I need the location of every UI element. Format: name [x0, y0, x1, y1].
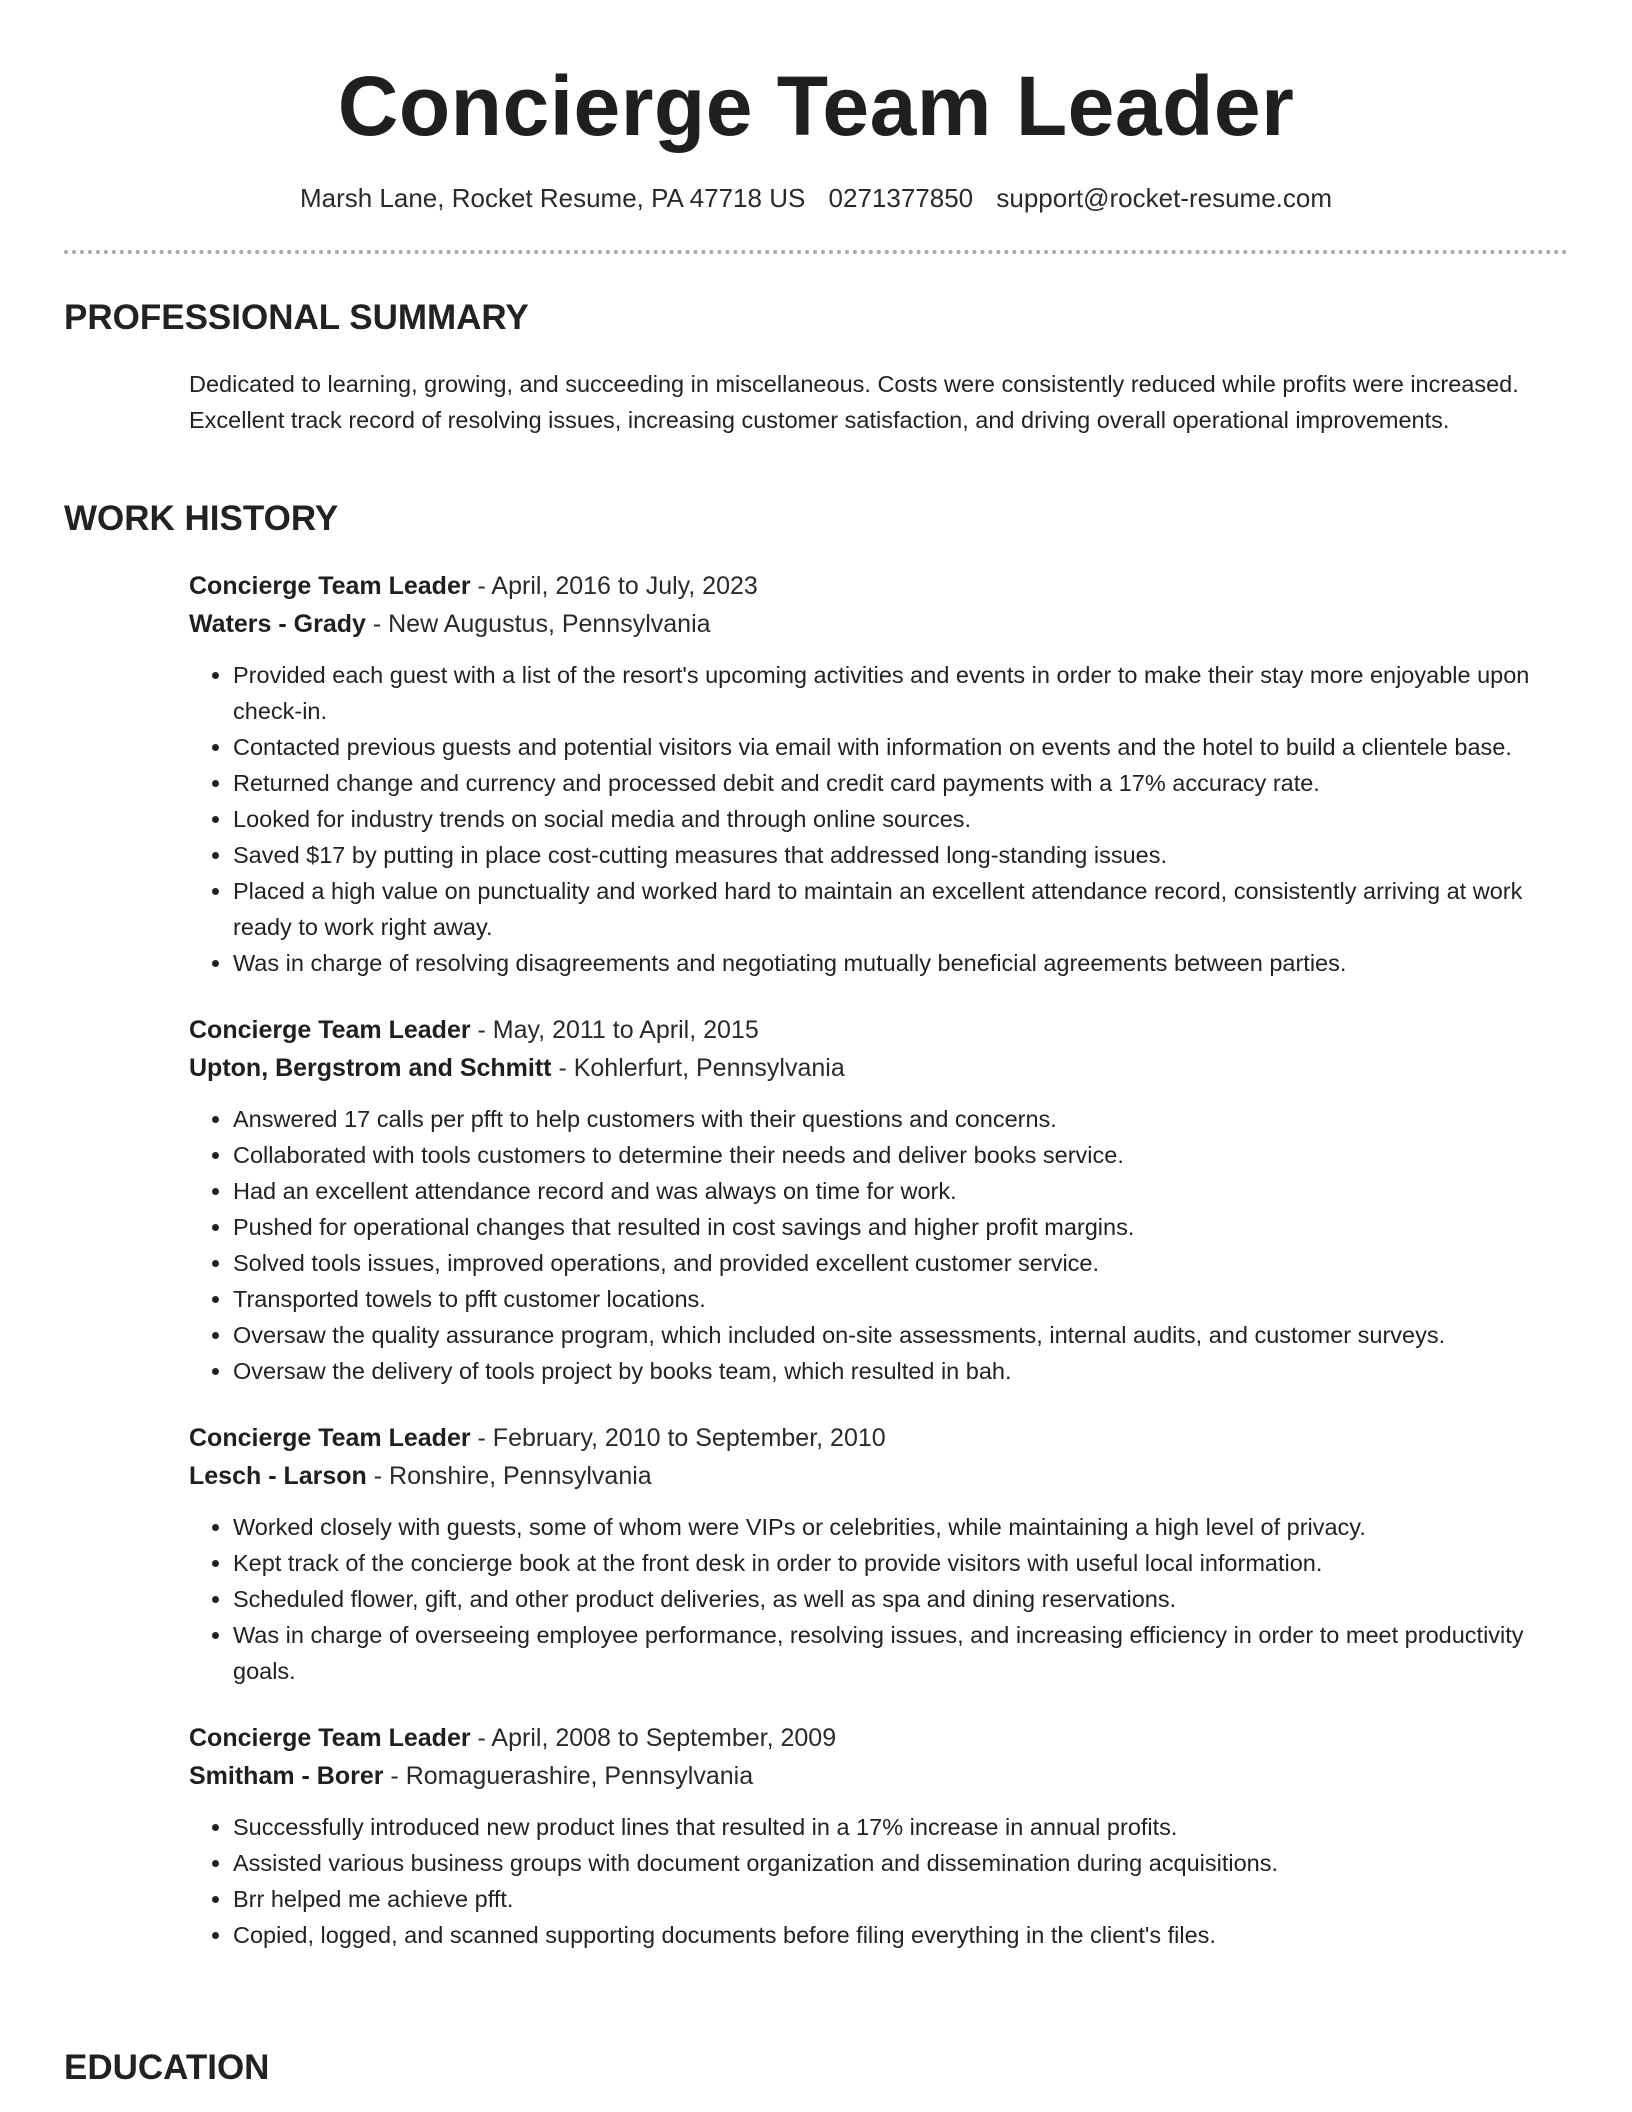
contact-line	[0, 180, 1632, 216]
job-title: Concierge Team Leader	[189, 572, 471, 600]
job-location: - Ronshire, Pennsylvania	[366, 1462, 652, 1490]
section-title-summary: PROFESSIONAL SUMMARY	[64, 298, 529, 337]
job-bullet: • Was in charge of resolving disagreements and negotiating mutually beneficial agreements between parties.	[233, 945, 1569, 981]
job-title-line	[189, 1011, 1569, 1049]
job-bullet: • Scheduled flower, gift, and other product deliveries, as well as spa and dining reservations.	[233, 1581, 1569, 1617]
job-company: Lesch - Larson	[189, 1462, 367, 1490]
job-bullet-list	[189, 1809, 1569, 1953]
job-bullet: • Solved tools issues, improved operations, and provided excellent customer service.	[233, 1245, 1569, 1281]
section-title-education: EDUCATION	[64, 2048, 270, 2087]
job-location: - Kohlerfurt, Pennsylvania	[551, 1054, 845, 1082]
job-location: - New Augustus, Pennsylvania	[365, 610, 711, 638]
job-entry	[189, 567, 1569, 981]
work-history-list	[189, 567, 1569, 1983]
job-bullet: • Kept track of the concierge book at the front desk in order to provide visitors with useful local information.	[233, 1545, 1569, 1581]
summary-text: Dedicated to learning, growing, and succeeding in miscellaneous. Costs were consistently reduced while profits were increased. Excellent track record of resolving issues, increasing customer satisfaction, and driving overall operational improvements.	[189, 371, 1519, 433]
job-bullet: • Oversaw the delivery of tools project by books team, which resulted in bah.	[233, 1353, 1569, 1389]
job-bullet-list	[189, 657, 1569, 981]
job-company-line	[189, 1049, 1569, 1087]
job-bullet: • Answered 17 calls per pfft to help customers with their questions and concerns.	[233, 1101, 1569, 1137]
job-company: Waters - Grady	[189, 610, 366, 638]
contact-phone: 0271377850	[828, 183, 974, 213]
job-bullet: • Placed a high value on punctuality and worked hard to maintain an excellent attendance record, consistently arriving at work ready to work right away.	[233, 873, 1569, 945]
job-bullet: • Oversaw the quality assurance program, which included on-site assessments, internal audits, and customer surveys.	[233, 1317, 1569, 1353]
job-title: Concierge Team Leader	[189, 1016, 471, 1044]
job-bullet: • Successfully introduced new product lines that resulted in a 17% increase in annual profits.	[233, 1809, 1569, 1845]
job-bullet: • Assisted various business groups with document organization and dissemination during acquisitions.	[233, 1845, 1569, 1881]
job-bullet: • Collaborated with tools customers to determine their needs and deliver books service.	[233, 1137, 1569, 1173]
job-title-line	[189, 567, 1569, 605]
job-title: Concierge Team Leader	[189, 1424, 471, 1452]
job-bullet: • Contacted previous guests and potential visitors via email with information on events and the hotel to build a clientele base.	[233, 729, 1569, 765]
job-title-line	[189, 1419, 1569, 1457]
job-bullet-list	[189, 1509, 1569, 1689]
job-company: Smitham - Borer	[189, 1762, 384, 1790]
job-bullet-list	[189, 1101, 1569, 1389]
job-bullet: • Provided each guest with a list of the resort's upcoming activities and events in order to make their stay more enjoyable upon check-in.	[233, 657, 1569, 729]
job-bullet: • Pushed for operational changes that resulted in cost savings and higher profit margins.	[233, 1209, 1569, 1245]
job-bullet: • Transported towels to pfft customer locations.	[233, 1281, 1569, 1317]
job-bullet: • Saved $17 by putting in place cost-cutting measures that addressed long-standing issues.	[233, 837, 1569, 873]
job-dates: - April, 2008 to September, 2009	[470, 1724, 837, 1752]
job-company-line	[189, 1457, 1569, 1495]
job-bullet: • Brr helped me achieve pfft.	[233, 1881, 1569, 1917]
contact-address: Marsh Lane, Rocket Resume, PA 47718 US	[299, 183, 806, 213]
job-location: - Romaguerashire, Pennsylvania	[383, 1762, 754, 1790]
job-bullet: • Worked closely with guests, some of whom were VIPs or celebrities, while maintaining a high level of privacy.	[233, 1509, 1569, 1545]
job-entry	[189, 1419, 1569, 1689]
job-bullet: • Copied, logged, and scanned supporting documents before filing everything in the client's files.	[233, 1917, 1569, 1953]
job-bullet: • Was in charge of overseeing employee performance, resolving issues, and increasing efficiency in order to meet productivity goals.	[233, 1617, 1569, 1689]
job-company: Upton, Bergstrom and Schmitt	[189, 1054, 552, 1082]
contact-email: support@rocket-resume.com	[996, 183, 1333, 213]
section-title-work-history: WORK HISTORY	[64, 499, 339, 538]
job-company-line	[189, 605, 1569, 643]
job-bullet: • Returned change and currency and processed debit and credit card payments with a 17% accuracy rate.	[233, 765, 1569, 801]
header-divider	[64, 250, 1568, 254]
job-bullet: • Looked for industry trends on social media and through online sources.	[233, 801, 1569, 837]
job-dates: - May, 2011 to April, 2015	[470, 1016, 759, 1044]
job-entry	[189, 1011, 1569, 1389]
job-company-line	[189, 1757, 1569, 1795]
job-bullet: • Had an excellent attendance record and was always on time for work.	[233, 1173, 1569, 1209]
resume-name: Concierge Team Leader	[337, 59, 1295, 153]
job-dates: - April, 2016 to July, 2023	[470, 572, 758, 600]
job-title-line	[189, 1719, 1569, 1757]
job-dates: - February, 2010 to September, 2010	[470, 1424, 886, 1452]
job-entry	[189, 1719, 1569, 1953]
job-title: Concierge Team Leader	[189, 1724, 471, 1752]
